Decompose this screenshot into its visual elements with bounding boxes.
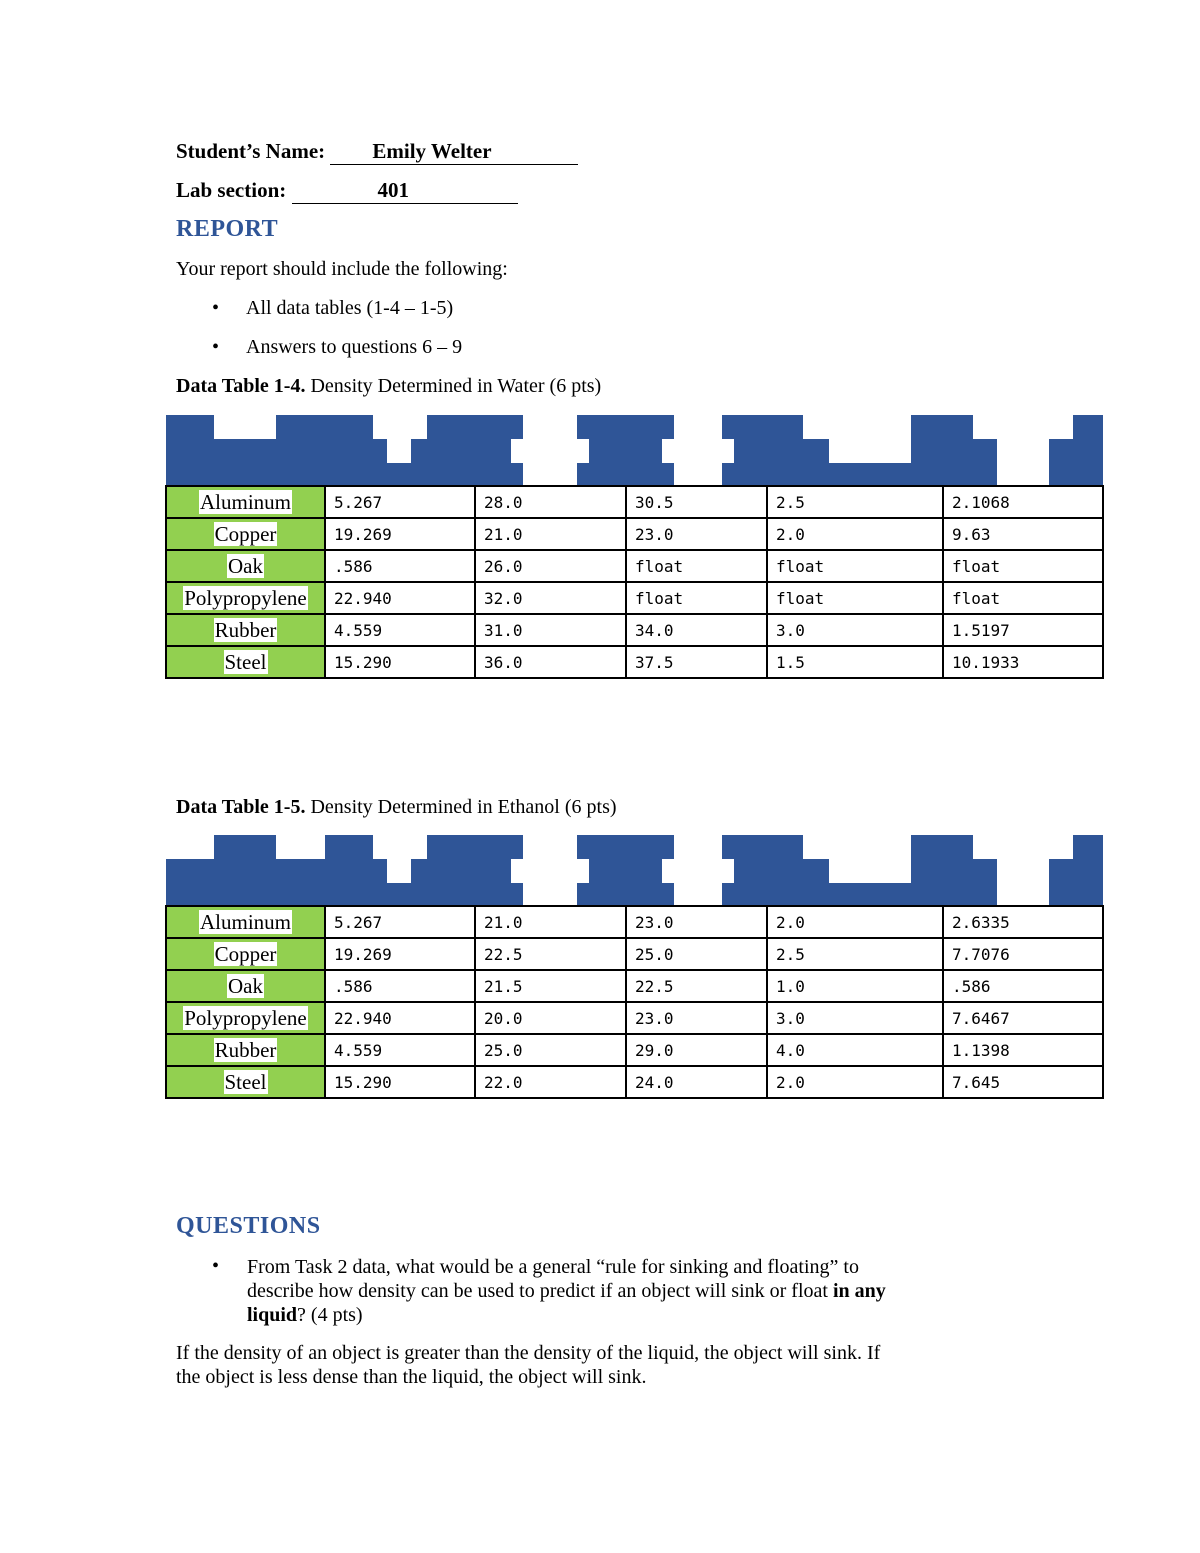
questions-heading: QUESTIONS — [176, 1213, 321, 1239]
value-cell: 7.6467 — [943, 1002, 1103, 1034]
table-row — [166, 486, 1103, 518]
student-name-label: Student’s Name: — [176, 139, 326, 163]
material-cell: Rubber — [166, 1034, 325, 1066]
header-cell — [767, 835, 943, 906]
value-cell: 1.0 — [767, 970, 943, 1002]
value-cell: 25.0 — [626, 938, 767, 970]
material-cell: Oak — [166, 550, 325, 582]
value-cell: float — [943, 550, 1103, 582]
value-cell: 23.0 — [626, 518, 767, 550]
value-cell: 9.63 — [943, 518, 1103, 550]
bullet-dot: • — [212, 1255, 220, 1277]
material-cell: Steel — [166, 646, 325, 678]
value-cell: 1.1398 — [943, 1034, 1103, 1066]
header-cell — [166, 835, 325, 906]
material-cell: Rubber — [166, 614, 325, 646]
value-cell: 34.0 — [626, 614, 767, 646]
value-cell: float — [626, 550, 767, 582]
value-cell: 22.940 — [325, 1002, 475, 1034]
table-row — [166, 550, 1103, 582]
answer-line-2: the object is less dense than the liquid, the object will sink. — [176, 1366, 647, 1388]
question-line-2: describe how density can be used to predict if an object will sink or float in any — [247, 1280, 886, 1302]
value-cell: 29.0 — [626, 1034, 767, 1066]
material-cell: Oak — [166, 970, 325, 1002]
value-cell: 15.290 — [325, 646, 475, 678]
value-cell: 3.0 — [767, 614, 943, 646]
header-cell — [626, 415, 767, 486]
question-line-1: From Task 2 data, what would be a general “rule for sinking and floating” to — [247, 1256, 859, 1278]
lab-section-value: 401 — [292, 178, 518, 204]
material-cell: Copper — [166, 518, 325, 550]
value-cell: 7.645 — [943, 1066, 1103, 1098]
value-cell: 20.0 — [475, 1002, 626, 1034]
value-cell: 2.6335 — [943, 906, 1103, 938]
table-row — [166, 1034, 1103, 1066]
question-line-3: liquid? (4 pts) — [247, 1304, 363, 1326]
value-cell: 2.0 — [767, 1066, 943, 1098]
value-cell: 22.5 — [626, 970, 767, 1002]
data-table-1-4 — [165, 415, 1104, 679]
report-bullet-2: • Answers to questions 6 – 9 — [212, 336, 463, 358]
value-cell: 5.267 — [325, 486, 475, 518]
value-cell: 10.1933 — [943, 646, 1103, 678]
material-cell: Aluminum — [166, 486, 325, 518]
value-cell: 15.290 — [325, 1066, 475, 1098]
value-cell: 36.0 — [475, 646, 626, 678]
value-cell: 21.0 — [475, 906, 626, 938]
value-cell: float — [767, 582, 943, 614]
table-row — [166, 614, 1103, 646]
table2-caption: Data Table 1-5. Density Determined in Ethanol (6 pts) — [176, 796, 617, 818]
value-cell: 2.5 — [767, 486, 943, 518]
value-cell: 26.0 — [475, 550, 626, 582]
value-cell: float — [767, 550, 943, 582]
student-name-field — [176, 139, 578, 165]
bullet-dot: • — [212, 297, 220, 319]
value-cell: 32.0 — [475, 582, 626, 614]
value-cell: 24.0 — [626, 1066, 767, 1098]
header-cell — [767, 415, 943, 486]
value-cell: 2.0 — [767, 518, 943, 550]
value-cell: 22.940 — [325, 582, 475, 614]
value-cell: 23.0 — [626, 906, 767, 938]
value-cell: 25.0 — [475, 1034, 626, 1066]
value-cell: 2.0 — [767, 906, 943, 938]
value-cell: 2.5 — [767, 938, 943, 970]
value-cell: 4.559 — [325, 614, 475, 646]
bullet-dot: • — [212, 336, 220, 358]
header-cell — [475, 415, 626, 486]
report-intro: Your report should include the following: — [176, 258, 508, 280]
table-header-row — [166, 835, 1103, 906]
material-cell: Polypropylene — [166, 582, 325, 614]
material-cell: Copper — [166, 938, 325, 970]
value-cell: 4.559 — [325, 1034, 475, 1066]
table-row — [166, 646, 1103, 678]
table-row — [166, 1066, 1103, 1098]
value-cell: 3.0 — [767, 1002, 943, 1034]
value-cell: 5.267 — [325, 906, 475, 938]
table-row — [166, 518, 1103, 550]
value-cell: 2.1068 — [943, 486, 1103, 518]
material-cell: Aluminum — [166, 906, 325, 938]
table1-caption: Data Table 1-4. Density Determined in Water (6 pts) — [176, 375, 602, 397]
value-cell: 7.7076 — [943, 938, 1103, 970]
table-row — [166, 1002, 1103, 1034]
header-cell — [166, 415, 325, 486]
value-cell: 19.269 — [325, 938, 475, 970]
header-cell — [325, 835, 475, 906]
material-cell: Polypropylene — [166, 1002, 325, 1034]
lab-section-field — [176, 178, 518, 204]
report-bullet-1: • All data tables (1-4 – 1-5) — [212, 297, 454, 319]
value-cell: .586 — [325, 550, 475, 582]
student-name-value: Emily Welter — [330, 139, 578, 165]
value-cell: 30.5 — [626, 486, 767, 518]
value-cell: 4.0 — [767, 1034, 943, 1066]
header-cell — [325, 415, 475, 486]
header-cell — [943, 415, 1103, 486]
lab-section-label: Lab section: — [176, 178, 287, 202]
table-row — [166, 938, 1103, 970]
value-cell: 1.5197 — [943, 614, 1103, 646]
header-cell — [943, 835, 1103, 906]
value-cell: 37.5 — [626, 646, 767, 678]
value-cell: 23.0 — [626, 1002, 767, 1034]
answer-line-1: If the density of an object is greater than the density of the liquid, the object will sink. If — [176, 1342, 881, 1364]
value-cell: 22.5 — [475, 938, 626, 970]
value-cell: .586 — [943, 970, 1103, 1002]
value-cell: 1.5 — [767, 646, 943, 678]
value-cell: .586 — [325, 970, 475, 1002]
table-row — [166, 582, 1103, 614]
table-header-row — [166, 415, 1103, 486]
material-cell: Steel — [166, 1066, 325, 1098]
report-heading: REPORT — [176, 216, 279, 242]
data-table-1-5 — [165, 835, 1104, 1099]
header-cell — [475, 835, 626, 906]
header-cell — [626, 835, 767, 906]
value-cell: float — [626, 582, 767, 614]
table-row — [166, 970, 1103, 1002]
value-cell: 31.0 — [475, 614, 626, 646]
value-cell: float — [943, 582, 1103, 614]
value-cell: 22.0 — [475, 1066, 626, 1098]
value-cell: 28.0 — [475, 486, 626, 518]
value-cell: 19.269 — [325, 518, 475, 550]
value-cell: 21.0 — [475, 518, 626, 550]
value-cell: 21.5 — [475, 970, 626, 1002]
table-row — [166, 906, 1103, 938]
